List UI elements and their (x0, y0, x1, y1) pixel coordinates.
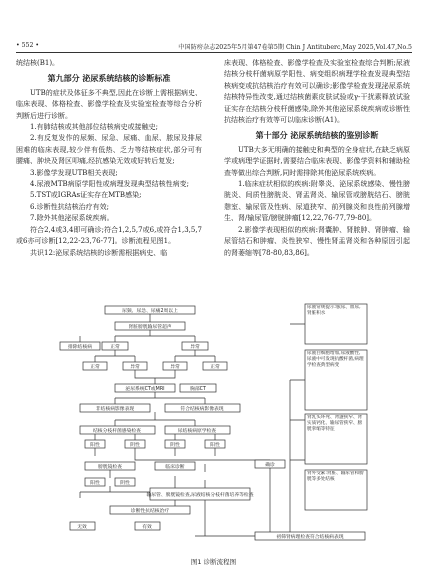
positive-text-2: 阳性 (210, 443, 220, 448)
list-item: 2.影像学表现相似的疾病:肾囊肿、肾脓肿、肾肿瘤、输尿管结石和肿瘤、炎性狭窄、慢性肾盂肾炎和各种原因引起的肾萎缩等[78-80,83,86]。 (224, 225, 410, 257)
intro-text: 统结核(B1)。 (16, 59, 60, 67)
biopsy-text: 膀胱镜检查 (98, 465, 122, 470)
ultrasound-text: 肾脏膀胱输尿管超声 (128, 325, 172, 330)
normal-text-3: 正常 (210, 365, 220, 370)
section-10-title: 第十部分 泌尿系统结核的鉴别诊断 (255, 131, 379, 141)
exclude-text: 排除结核病 (68, 345, 92, 350)
page-number: • 552 • (16, 42, 40, 49)
list-item: 3.影像学发现UTB相关表现; (30, 168, 118, 177)
negative-text-3: 阴性 (120, 481, 130, 486)
diagnosis-flowchart (55, 300, 370, 552)
paragraph: UTB的症状及体征多不典型,因此在诊断上需根据病史、临床表现、体格检查、影像学检查及实验室检查等综合分析判断后进行诊断。 (16, 88, 202, 120)
side-note-1-text: 尿液常规提示:脓尿、血尿,肾脏积水 (307, 305, 361, 316)
list-item: 4.尿液MTB病原学阳性或病理发现典型结核性病变; (30, 180, 190, 189)
negative-text-2: 阴性 (170, 443, 180, 448)
abnormal-text-2: 异常 (130, 365, 140, 370)
list-item: 1.临床症状相似的疾病:附睾炎、泌尿系统感染、慢性膀胱炎、间质性膀胱炎、肾盂肾炎、输尿管或膀胱结石、膀胱憩室、输尿管及性病、尿道狭窄、前列腺炎和良性前列腺增生、肾/输尿管/膀胱肿瘤[12,22,76-77,79-80]。 (224, 180, 410, 223)
confirmed-text: 确诊 (265, 463, 275, 468)
right-column (224, 58, 410, 259)
list-item: 6.诊断性抗结核治疗有效; (30, 202, 110, 211)
culture-text: 结核分枝杆菌感染检查 (93, 429, 141, 434)
pathology-text: 初筛肾病理检查符合结核病表现 (276, 535, 344, 540)
nonspecific-text: 非结核病影像表现 (95, 407, 135, 412)
list-item: 5.TST或IGRAs证实存在MTB感染; (30, 191, 142, 200)
typical-text: 符合结核病影像表现 (180, 407, 224, 412)
side-note-2-text: 尿液白细胞增加,尿液酸性,尿液中可发现抗酸杆菌,病理学检查典型病变 (307, 351, 364, 368)
paragraph: 床表现、体格检查、影像学检查及实验室检查综合判断;尿液结核分枝杆菌病原学阳性、病变组织病理学检查发现典型结核病变或抗结核治疗有效可以确诊;影像学检查发现泌尿系统结核特异性改变,通过结核菌素皮肤试验或γ-干扰素释放试验证实存在结核分枝杆菌感染,除外其他泌尿系统疾病或诊断性抗结核治疗有效等可以临床诊断(A1)。 (224, 59, 410, 125)
reeval-text: 输尿管、膀胱镜检查,尿液结核分枝杆菌培养等检查 (146, 493, 254, 498)
side-note-4-text: 肾外受累:肾脏、输尿管和膀胱等多处结核 (307, 471, 364, 482)
urine-text: 尿结核病原学检查 (177, 429, 217, 434)
abnormal-text-3: 异常 (170, 365, 180, 370)
normal-text: 正常 (110, 345, 120, 350)
flowchart-svg (55, 300, 370, 552)
normal-text-2: 正常 (90, 365, 100, 370)
paragraph: UTB大多无明确的接触史和典型的全身症状,在缺乏病原学或病理学证据时,需要结合临床表现、影像学资料和辅助检查等做出综合判断,同时需排除其他泌尿系统疾病。 (224, 145, 410, 177)
list-item: 7.除外其他泌尿系统疾病。 (30, 214, 114, 223)
consensus-text: 共识12:泌尿系统结核的诊断需根据病史、临 (30, 248, 168, 257)
ct-text: 泌尿系统CT或MRI (125, 387, 165, 392)
chest-ct-text: 胸部CT (190, 387, 206, 392)
page-header (16, 40, 412, 53)
effective-text: 有效 (142, 525, 152, 530)
side-note-3-text: 肾乳头坏死、肾盏狭窄、肾实质钙化、输尿管狭窄、膀胱挛缩等特征 (307, 415, 363, 432)
list-item: 1.有肺结核或其他部位结核病史或接触史; (30, 123, 159, 132)
left-column (16, 58, 202, 259)
list-item: 符合2,4或3,4即可确诊;符合1,2,5,7或6,或符合1,3,5,7或6亦可诊断[12,22-23,76-77]。诊断流程见图1。 (16, 225, 202, 246)
list-item: 2.有反复发作的尿频、尿急、尿痛、血尿、脓尿及排尿困难的临床表现,较少伴有低热、乏力等结核症状,部分可有腰痛、肿块及肾区叩痛,经抗感染无效或好转后复发; (16, 134, 202, 166)
positive-text-3: 阳性 (90, 481, 100, 486)
symptom-text: 尿频、尿急、尿痛2周以上 (122, 309, 178, 314)
section-9-title: 第九部分 泌尿系统结核的诊断标准 (47, 74, 171, 84)
journal-citation: 中国防痨杂志2025年5月第47卷第5期 Chin J Antituberc,May 2025,Vol.47,No.5 (178, 44, 412, 51)
clinical-text: 临床诊断 (165, 465, 185, 470)
negative-text: 阴性 (130, 443, 140, 448)
abnormal-text: 异常 (190, 345, 200, 350)
ineffective-text: 无效 (77, 525, 87, 530)
positive-text: 阳性 (90, 443, 100, 448)
treatment-text: 诊断性抗结核治疗 (130, 509, 170, 514)
figure-caption: 图1 诊断流程图 (190, 558, 237, 566)
